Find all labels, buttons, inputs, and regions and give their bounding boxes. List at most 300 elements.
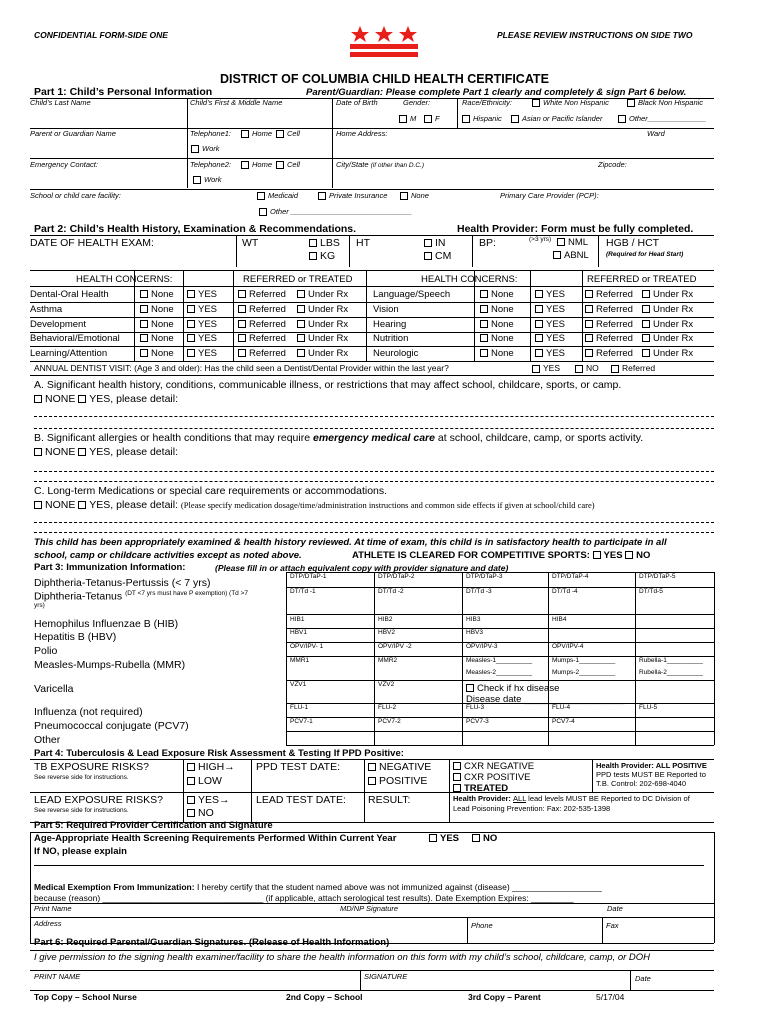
parent-print-name[interactable]: PRINT NAME (34, 972, 81, 981)
checkbox-icon[interactable] (627, 99, 635, 107)
hgb-note: (Required for Head Start) (606, 251, 684, 258)
checkbox-icon[interactable] (241, 161, 249, 169)
mmr-dose-1[interactable]: MMR1 (290, 657, 310, 664)
hib-dose-3[interactable]: HIB3 (466, 616, 481, 623)
tel1-work[interactable]: Work (191, 145, 220, 153)
checkbox-icon[interactable] (318, 192, 326, 200)
checkbox-icon[interactable] (480, 320, 488, 328)
lead-see-reverse: See reverse side for instructions. (34, 807, 129, 814)
checkbox-icon[interactable] (453, 762, 461, 770)
checkbox-icon[interactable] (400, 192, 408, 200)
rubella1[interactable]: Rubella-1__________ (639, 657, 703, 664)
checkbox-icon[interactable] (238, 305, 246, 313)
pcp-field[interactable]: Primary Care Provider (PCP): (500, 191, 599, 200)
checkbox-icon[interactable] (187, 320, 195, 328)
checkbox-icon[interactable] (297, 290, 305, 298)
vaccine-hbv: Hepatitis B (HBV) (34, 631, 117, 643)
checkbox-icon[interactable] (187, 796, 195, 804)
var-dose-2[interactable]: VZV2 (378, 681, 395, 688)
footer-copy1: Top Copy – School Nurse (34, 992, 137, 1002)
referred-right: REFERRED or TREATED (587, 274, 697, 285)
polio-dose-2[interactable]: OPV/IPV -2 (378, 643, 412, 650)
exemption-reason[interactable]: because (reason) __________________________________ (if applicable, attach serological test results). Date Exemption Expires: _________ (34, 893, 574, 903)
checkbox-icon[interactable] (34, 395, 42, 403)
part5-title: Part 5: Required Provider Certification and Signature (34, 820, 273, 831)
part3-title: Part 3: Immunization Information: (34, 562, 186, 573)
concern-right-underrx-2[interactable]: Under Rx (642, 320, 693, 330)
mmr-dose-2[interactable]: MMR2 (378, 657, 398, 664)
release-text: I give permission to the signing health examiner/facility to share the health information on this form with my child’s school, childcare, camp, or DOH (34, 952, 651, 963)
checkbox-icon[interactable] (424, 239, 432, 247)
checkbox-icon[interactable] (297, 349, 305, 357)
hx-disease-check[interactable]: Check if hx disease (466, 684, 559, 694)
concern-right-referred-3[interactable]: Referred (585, 334, 633, 344)
concern-left-3: Behavioral/Emotional (30, 333, 120, 344)
checkbox-icon[interactable] (535, 305, 543, 313)
concern-right-2: Hearing (373, 319, 407, 330)
checkbox-icon[interactable] (34, 501, 42, 509)
concern-right-underrx-4[interactable]: Under Rx (642, 349, 693, 359)
concern-right-yes-3[interactable]: YES (535, 334, 565, 344)
child-first-name-field[interactable]: Child’s First & Middle Name (190, 98, 283, 107)
polio-dose-1[interactable]: OPV/IPV- 1 (290, 643, 324, 650)
weight-label: WT (242, 237, 259, 249)
home-address-field[interactable]: Home Address: (336, 129, 388, 138)
hib-dose-4[interactable]: HIB4 (552, 616, 567, 623)
hib-dose-1[interactable]: HIB1 (290, 616, 305, 623)
vaccine-hib: Hemophilus Influenzae B (HIB) (34, 618, 179, 630)
concern-left-underrx-3[interactable]: Under Rx (297, 334, 348, 344)
provider-print-name[interactable]: Print Name (34, 904, 72, 913)
checkbox-icon[interactable] (424, 252, 432, 260)
hgb-hct-label: HGB / HCT (606, 237, 660, 249)
pcv-dose-1[interactable]: PCV7-1 (290, 718, 313, 725)
tb-treated[interactable]: TREATED (453, 784, 508, 794)
checkbox-icon[interactable] (297, 305, 305, 313)
dentist-referred[interactable]: Referred (611, 364, 655, 373)
checkbox-icon[interactable] (34, 448, 42, 456)
dtp-dose-3[interactable]: DTP/DTaP-3 (466, 573, 503, 580)
tel1-home[interactable]: Home (241, 130, 272, 138)
pcv-dose-3[interactable]: PCV7-3 (466, 718, 489, 725)
polio-dose-3[interactable]: OPV/IPV-3 (466, 643, 498, 650)
tel1-cell[interactable]: Cell (276, 130, 300, 138)
screening-explain: If NO, please explain (34, 846, 127, 857)
concern-right-yes-4[interactable]: YES (535, 349, 565, 359)
checkbox-icon[interactable] (297, 320, 305, 328)
gender-label: Gender: (403, 98, 431, 107)
footer-copy2: 2nd Copy – School (286, 992, 363, 1002)
checkbox-icon[interactable] (453, 773, 461, 781)
checkbox-icon[interactable] (480, 305, 488, 313)
checkbox-icon[interactable] (535, 334, 543, 342)
dtp-dose-2[interactable]: DTP/DTaP-2 (378, 573, 415, 580)
city-state-field[interactable]: City/State (if other than D.C.) (336, 160, 425, 169)
concern-right-none-1[interactable]: None (480, 305, 514, 315)
concern-right-none-4[interactable]: None (480, 349, 514, 359)
checkbox-icon[interactable] (553, 251, 561, 259)
provider-address[interactable]: Address (34, 919, 62, 928)
concern-left-none-3[interactable]: None (140, 334, 174, 344)
checkbox-icon[interactable] (140, 320, 148, 328)
checkbox-icon[interactable] (257, 192, 265, 200)
concern-left-yes-0[interactable]: YES (187, 290, 217, 300)
checkbox-icon[interactable] (238, 334, 246, 342)
dt-dose-3[interactable]: DT/Td -3 (466, 588, 492, 595)
concern-right-none-2[interactable]: None (480, 320, 514, 330)
checkbox-icon[interactable] (424, 115, 432, 123)
dentist-question: ANNUAL DENTIST VISIT: (Age 3 and older): Has the child seen a Dentist/Dental Provider within the last year? (34, 363, 449, 373)
bp-note: (>3 yrs) (529, 236, 552, 243)
header-left: CONFIDENTIAL FORM-SIDE ONE (34, 30, 168, 40)
concern-left-1: Asthma (30, 304, 63, 315)
checkbox-icon[interactable] (140, 305, 148, 313)
screening-no[interactable]: NO (472, 834, 497, 844)
race-other[interactable]: Other______________ (618, 115, 706, 123)
concern-right-referred-4[interactable]: Referred (585, 349, 633, 359)
concern-left-yes-3[interactable]: YES (187, 334, 217, 344)
concern-left-referred-1[interactable]: Referred (238, 305, 286, 315)
screening-question: Age-Appropriate Health Screening Requirements Performed Within Current Year (34, 833, 397, 844)
checkbox-icon[interactable] (611, 365, 619, 373)
concern-right-4: Neurologic (373, 348, 419, 359)
concern-left-underrx-1[interactable]: Under Rx (297, 305, 348, 315)
concern-right-yes-0[interactable]: YES (535, 290, 565, 300)
tb-risk-label: TB EXPOSURE RISKS? (34, 761, 149, 773)
checkbox-icon[interactable] (259, 208, 267, 216)
concern-right-underrx-0[interactable]: Under Rx (642, 290, 693, 300)
checkbox-icon[interactable] (187, 763, 195, 771)
checkbox-icon[interactable] (625, 551, 633, 559)
child-last-name-field[interactable]: Child’s Last Name (30, 98, 91, 107)
footer-date: 5/17/04 (596, 992, 625, 1002)
medical-exemption[interactable]: Medical Exemption From Immunization: I hereby certify that the student named above was not immunized against (disease) ___________________ (34, 882, 602, 892)
flu-dose-1[interactable]: FLU-1 (290, 704, 309, 711)
flu-dose-2[interactable]: FLU-2 (378, 704, 397, 711)
checkbox-icon[interactable] (466, 684, 474, 692)
checkbox-icon[interactable] (585, 305, 593, 313)
rubella2[interactable]: Rubella-2__________ (639, 669, 703, 676)
vaccine-other: Other (34, 734, 61, 746)
telephone1-label: Telephone1: (190, 129, 232, 138)
checkbox-icon[interactable] (462, 115, 470, 123)
concern-left-none-2[interactable]: None (140, 320, 174, 330)
ppd-positive[interactable]: POSITIVE (368, 776, 427, 787)
dtp-dose-5[interactable]: DTP/DTaP-5 (639, 573, 676, 580)
part1-note: Parent/Guardian: Please complete Part 1 clearly and completely & sign Part 6 below. (306, 87, 687, 98)
concern-right-1: Vision (373, 304, 399, 315)
measles2[interactable]: Measles-2__________ (466, 669, 533, 676)
cxr-negative[interactable]: CXR NEGATIVE (453, 762, 534, 772)
tb-see-reverse: See reverse side for instructions. (34, 774, 129, 781)
question-a: A. Significant health history, conditions, communicable illness, or restrictions that may affect school, childcare, sports, or camp. (34, 379, 622, 391)
tel2-cell[interactable]: Cell (276, 161, 300, 169)
checkbox-icon[interactable] (191, 145, 199, 153)
insurance-other[interactable]: Other _____________________________ (259, 208, 412, 216)
provider-signature[interactable]: MD/NP Signature (340, 904, 399, 913)
concern-left-referred-4[interactable]: Referred (238, 349, 286, 359)
flu-dose-4[interactable]: FLU-4 (552, 704, 571, 711)
vaccine-mmr: Measles-Mumps-Rubella (MMR) (34, 659, 186, 671)
tb-high[interactable]: HIGH→ (187, 762, 235, 773)
checkbox-icon[interactable] (532, 99, 540, 107)
checkbox-icon[interactable] (472, 834, 480, 842)
concern-left-none-4[interactable]: None (140, 349, 174, 359)
bp-label: BP: (479, 237, 496, 249)
concern-right-yes-1[interactable]: YES (535, 305, 565, 315)
checkbox-icon[interactable] (309, 252, 317, 260)
dt-dose-2[interactable]: DT/Td -2 (378, 588, 404, 595)
checkbox-icon[interactable] (642, 305, 650, 313)
checkbox-icon[interactable] (585, 349, 593, 357)
dentist-yes[interactable]: YES (532, 364, 560, 373)
race-black[interactable]: Black Non Hispanic (627, 99, 703, 107)
health-concerns-right: HEALTH CONCERNS: (421, 274, 518, 285)
dt-dose-5[interactable]: DT/Td-5 (639, 588, 663, 595)
checkbox-icon[interactable] (276, 130, 284, 138)
checkbox-icon[interactable] (297, 334, 305, 342)
tel2-home[interactable]: Home (241, 161, 272, 169)
hp-tb-line1: Health Provider: ALL POSITIVE (596, 761, 707, 770)
checkbox-icon[interactable] (187, 809, 195, 817)
vaccine-dt: Diphtheria-Tetanus $^{(DT <7 yrs must have P exemption) (Td >7}$ (34, 590, 249, 603)
concern-left-underrx-2[interactable]: Under Rx (297, 320, 348, 330)
certification-line2: school, camp or childcare activities except as noted above. (34, 550, 302, 561)
checkbox-icon[interactable] (618, 115, 626, 123)
checkbox-icon[interactable] (238, 320, 246, 328)
parent-date[interactable]: Date (635, 974, 651, 983)
checkbox-icon[interactable] (140, 349, 148, 357)
form-title: DISTRICT OF COLUMBIA CHILD HEALTH CERTIFICATE (220, 72, 549, 86)
health-concerns-left: HEALTH CONCERNS: (76, 274, 173, 285)
lead-date-field[interactable]: LEAD TEST DATE: (256, 794, 346, 806)
checkbox-icon[interactable] (511, 115, 519, 123)
unit-kg[interactable]: KG (309, 251, 335, 262)
bp-abnl[interactable]: ABNL (553, 251, 589, 261)
checkbox-icon[interactable] (535, 290, 543, 298)
checkbox-icon[interactable] (309, 239, 317, 247)
hib-dose-2[interactable]: HIB2 (378, 616, 393, 623)
race-asian[interactable]: Asian or Pacific Islander (511, 115, 602, 123)
insurance-none[interactable]: None (400, 192, 429, 200)
screening-yes[interactable]: YES (429, 834, 459, 844)
cxr-positive[interactable]: CXR POSITIVE (453, 773, 531, 783)
checkbox-icon[interactable] (193, 176, 201, 184)
concern-left-0: Dental-Oral Health (30, 289, 109, 300)
concern-left-4: Learning/Attention (30, 348, 108, 359)
gender-m[interactable]: M (399, 115, 416, 123)
pcv-dose-2[interactable]: PCV7-2 (378, 718, 401, 725)
race-white[interactable]: White Non Hispanic (532, 99, 609, 107)
question-b-options[interactable]: NONE YES, please detail: (34, 447, 178, 458)
unit-in[interactable]: IN (424, 238, 446, 249)
checkbox-icon[interactable] (535, 349, 543, 357)
dob-field[interactable]: Date of Birth (336, 98, 378, 107)
lead-yes[interactable]: YES→ (187, 795, 230, 806)
ppd-negative[interactable]: NEGATIVE (368, 762, 431, 773)
mumps1[interactable]: Mumps-1__________ (552, 657, 616, 664)
concern-left-yes-2[interactable]: YES (187, 320, 217, 330)
checkbox-icon[interactable] (585, 334, 593, 342)
checkbox-icon[interactable] (399, 115, 407, 123)
checkbox-icon[interactable] (480, 334, 488, 342)
checkbox-icon[interactable] (532, 365, 540, 373)
footer-copy3: 3rd Copy – Parent (468, 992, 541, 1002)
concern-right-referred-2[interactable]: Referred (585, 320, 633, 330)
insurance-private[interactable]: Private Insurance (318, 192, 387, 200)
checkbox-icon[interactable] (368, 777, 376, 785)
emergency-contact-field[interactable]: Emergency Contact: (30, 160, 98, 169)
lead-result-field[interactable]: RESULT: (368, 794, 411, 806)
question-c: C. Long-term Medications or special care requirements or accommodations. (34, 485, 388, 497)
dtp-dose-1[interactable]: DTP/DTaP-1 (290, 573, 327, 580)
parent-name-field[interactable]: Parent or Guardian Name (30, 129, 116, 138)
part2-title: Part 2: Child’s Health History, Examination & Recommendations. (34, 223, 357, 235)
dtp-dose-4[interactable]: DTP/DTaP-4 (552, 573, 589, 580)
referred-left: REFERRED or TREATED (243, 274, 353, 285)
checkbox-icon[interactable] (78, 395, 86, 403)
pcv-dose-4[interactable]: PCV7-4 (552, 718, 575, 725)
flu-dose-5[interactable]: FLU-5 (639, 704, 658, 711)
mumps2[interactable]: Mumps-2__________ (552, 669, 616, 676)
question-b: B. Significant allergies or health conditions that may require emergency medical care at school, childcare, camp, or sports activity. (34, 432, 644, 444)
var-dose-1[interactable]: VZV1 (290, 681, 307, 688)
checkbox-icon[interactable] (78, 501, 86, 509)
flu-dose-3[interactable]: FLU-3 (466, 704, 485, 711)
hp-tb-line2: PPD tests MUST BE Reported to (596, 770, 706, 779)
checkbox-icon[interactable] (187, 305, 195, 313)
concern-left-yes-1[interactable]: YES (187, 305, 217, 315)
hbv-dose-2[interactable]: HBV2 (378, 629, 395, 636)
checkbox-icon[interactable] (187, 349, 195, 357)
concern-left-none-1[interactable]: None (140, 305, 174, 315)
part2-note: Health Provider: Form must be fully completed. (457, 223, 694, 235)
checkbox-icon[interactable] (187, 334, 195, 342)
provider-date[interactable]: Date (607, 904, 623, 913)
checkbox-icon[interactable] (642, 320, 650, 328)
checkbox-icon[interactable] (238, 349, 246, 357)
ppd-date-field[interactable]: PPD TEST DATE: (256, 761, 341, 773)
part6-title: Part 6: Required Parental/Guardian Signatures. (Release of Health Information) (34, 937, 390, 948)
gender-f[interactable]: F (424, 115, 440, 123)
telephone2-label: Telephone2: (190, 160, 232, 169)
concern-right-referred-0[interactable]: Referred (585, 290, 633, 300)
part1-title: Part 1: Child’s Personal Information (34, 86, 213, 98)
concern-right-yes-2[interactable]: YES (535, 320, 565, 330)
provider-fax[interactable]: Fax (606, 921, 619, 930)
concern-right-none-0[interactable]: None (480, 290, 514, 300)
dentist-no[interactable]: NO (575, 364, 599, 373)
checkbox-icon[interactable] (593, 551, 601, 559)
hp-lead-line2: Lead Poisoning Prevention: Fax: 202-535-1398 (453, 804, 611, 813)
checkbox-icon[interactable] (78, 448, 86, 456)
concern-right-3: Nutrition (373, 333, 409, 344)
vaccine-flu: Influenza (not required) (34, 706, 143, 718)
checkbox-icon[interactable] (276, 161, 284, 169)
zipcode-field[interactable]: Zipcode: (598, 160, 627, 169)
checkbox-icon[interactable] (642, 290, 650, 298)
vaccine-pcv: Pneumococcal conjugate (PCV7) (34, 720, 189, 732)
concern-left-referred-0[interactable]: Referred (238, 290, 286, 300)
concern-left-none-0[interactable]: None (140, 290, 174, 300)
checkbox-icon[interactable] (140, 290, 148, 298)
checkbox-icon[interactable] (557, 238, 565, 246)
dt-dose-4[interactable]: DT/Td -4 (552, 588, 578, 595)
checkbox-icon[interactable] (535, 320, 543, 328)
checkbox-icon[interactable] (585, 290, 593, 298)
checkbox-icon[interactable] (480, 349, 488, 357)
certification-line1: This child has been appropriately examined & health history reviewed. At time of exam, this child is in satisfactory health to participate in all (34, 537, 667, 548)
unit-lbs[interactable]: LBS (309, 238, 340, 249)
vaccine-dtp: Diphtheria-Tetanus-Pertussis (< 7 yrs) (34, 577, 211, 589)
hbv-dose-1[interactable]: HBV1 (290, 629, 307, 636)
concern-right-referred-1[interactable]: Referred (585, 305, 633, 315)
school-facility-field[interactable]: School or child care facility: (30, 191, 121, 200)
provider-phone[interactable]: Phone (471, 921, 493, 930)
concern-left-underrx-4[interactable]: Under Rx (297, 349, 348, 359)
disease-date[interactable]: Disease date ___________________ (466, 694, 625, 705)
insurance-medicaid[interactable]: Medicaid (257, 192, 298, 200)
concern-left-yes-4[interactable]: YES (187, 349, 217, 359)
polio-dose-4[interactable]: OPV/IPV-4 (552, 643, 584, 650)
checkbox-icon[interactable] (585, 320, 593, 328)
vaccine-varicella: Varicella (34, 683, 74, 695)
ward-field[interactable]: Ward (647, 129, 665, 138)
concern-right-underrx-1[interactable]: Under Rx (642, 305, 693, 315)
dt-dose-1[interactable]: DT/Td -1 (290, 588, 316, 595)
race-label: Race/Ethnicity: (462, 98, 513, 107)
header-right: PLEASE REVIEW INSTRUCTIONS ON SIDE TWO (497, 30, 693, 40)
hp-tb-line3: T.B. Control: 202-698-4040 (596, 779, 687, 788)
tel2-work[interactable]: Work (193, 176, 222, 184)
checkbox-icon[interactable] (187, 777, 195, 785)
concern-left-2: Development (30, 319, 86, 330)
hp-lead-line1: Health Provider: ALL lead levels MUST BE Reported to DC Division of (453, 794, 690, 803)
checkbox-icon[interactable] (642, 334, 650, 342)
checkbox-icon[interactable] (241, 130, 249, 138)
exam-date-field[interactable]: DATE OF HEALTH EXAM: (30, 237, 154, 249)
lead-no[interactable]: NO (187, 808, 214, 819)
part3-note: (Please fill in or attach equivalent copy with provider signature and date) (215, 563, 509, 573)
concern-left-referred-2[interactable]: Referred (238, 320, 286, 330)
checkbox-icon[interactable] (238, 290, 246, 298)
athlete-cleared[interactable]: ATHLETE IS CLEARED FOR COMPETITIVE SPORTS: YES NO (352, 550, 651, 561)
hbv-dose-3[interactable]: HBV3 (466, 629, 483, 636)
checkbox-icon[interactable] (480, 290, 488, 298)
part4-title: Part 4: Tuberculosis & Lead Exposure Risk Assessment & Testing If PPD Positive: (34, 748, 404, 759)
tb-low[interactable]: LOW (187, 776, 222, 787)
question-a-options[interactable]: NONE YES, please detail: (34, 394, 178, 405)
unit-cm[interactable]: CM (424, 251, 451, 262)
checkbox-icon[interactable] (140, 334, 148, 342)
lead-risk-label: LEAD EXPOSURE RISKS? (34, 794, 163, 806)
concern-right-underrx-3[interactable]: Under Rx (642, 334, 693, 344)
concern-left-underrx-0[interactable]: Under Rx (297, 290, 348, 300)
race-hispanic[interactable]: Hispanic (462, 115, 502, 123)
concern-left-referred-3[interactable]: Referred (238, 334, 286, 344)
checkbox-icon[interactable] (187, 290, 195, 298)
measles1[interactable]: Measles-1__________ (466, 657, 533, 664)
question-c-options[interactable]: NONE YES, please detail: (Please specify medication dosage/time/administration instructions and common side effects if given at school/child care) (34, 500, 595, 511)
concern-right-none-3[interactable]: None (480, 334, 514, 344)
checkbox-icon[interactable] (575, 365, 583, 373)
vaccine-dt-note: yrs) (34, 602, 45, 609)
checkbox-icon[interactable] (642, 349, 650, 357)
bp-nml[interactable]: NML (557, 238, 588, 248)
checkbox-icon[interactable] (368, 763, 376, 771)
checkbox-icon[interactable] (429, 834, 437, 842)
parent-signature[interactable]: SIGNATURE (364, 972, 408, 981)
